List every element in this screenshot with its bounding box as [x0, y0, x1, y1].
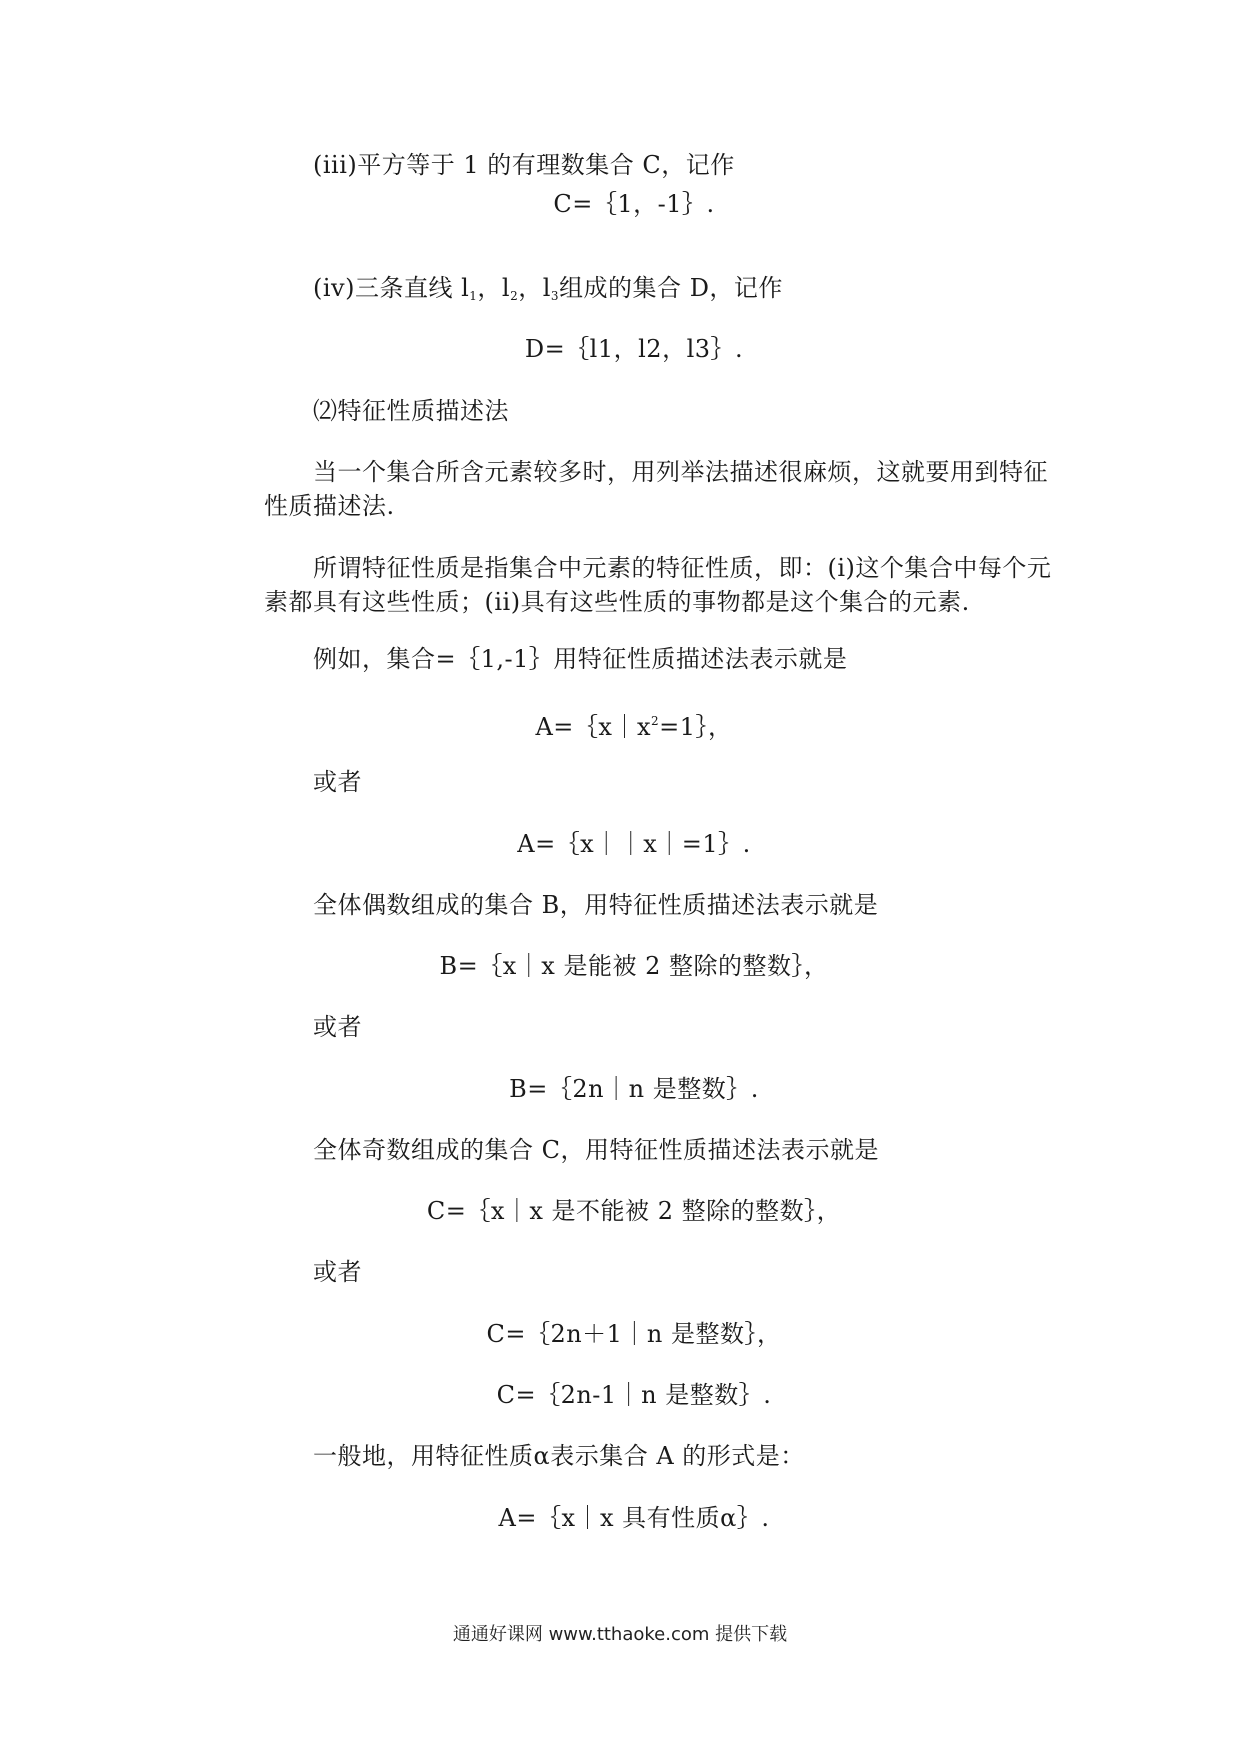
- formula-line: C=｛2n-1｜n 是整数｝.: [496, 1381, 772, 1409]
- formula-line: $A=\{x|x^2=1\}$，: [535, 713, 733, 741]
- text-line: 或者: [313, 1258, 362, 1286]
- text-line: 或者: [313, 1013, 362, 1041]
- text-line: 或者: [313, 768, 362, 796]
- text-line: (iv)三条直线 $l_1$，$l_2$，$l_3$组成的集合 D，记作: [313, 274, 783, 303]
- formula-line: C=｛x｜x 是不能被 2 整除的整数｝，: [426, 1197, 842, 1225]
- text-line: 一般地，用特征性质α表示集合 A 的形式是：: [313, 1442, 805, 1470]
- formula-line: C=｛1，-1｝.: [553, 190, 715, 218]
- paragraph: 当一个集合所含元素较多时，用列举法描述很麻烦，这就要用到特征性质描述法.: [264, 458, 1048, 520]
- formula-line: A=｛x｜｜x｜=1｝.: [517, 830, 751, 858]
- text-line: (iii)平方等于 1 的有理数集合 C，记作: [313, 151, 735, 179]
- text-line: 全体奇数组成的集合 C，用特征性质描述法表示就是: [313, 1136, 879, 1164]
- section-heading: ⑵特征性质描述法: [313, 397, 509, 425]
- text-line: 全体偶数组成的集合 B，用特征性质描述法表示就是: [313, 891, 879, 919]
- formula-line: C=｛2n＋1｜n 是整数｝，: [486, 1320, 782, 1348]
- formula-line: B=｛x｜x 是能被 2 整除的整数｝，: [439, 952, 829, 980]
- page-footer: 通通好课网 www.tthaoke.com 提供下载: [452, 1624, 788, 1645]
- paragraph: 所谓特征性质是指集合中元素的特征性质，即：(i)这个集合中每个元素都具有这些性质；(ii)具有这些性质的事物都是这个集合的元素.: [264, 554, 1052, 616]
- formula-line: B=｛2n｜n 是整数｝.: [509, 1075, 759, 1103]
- formula-line: D=｛l1，l2，l3｝.: [524, 335, 744, 363]
- text-line: 例如，集合=｛1,-1｝用特征性质描述法表示就是: [313, 645, 848, 673]
- formula-line: A=｛x｜x 具有性质α｝.: [498, 1504, 770, 1532]
